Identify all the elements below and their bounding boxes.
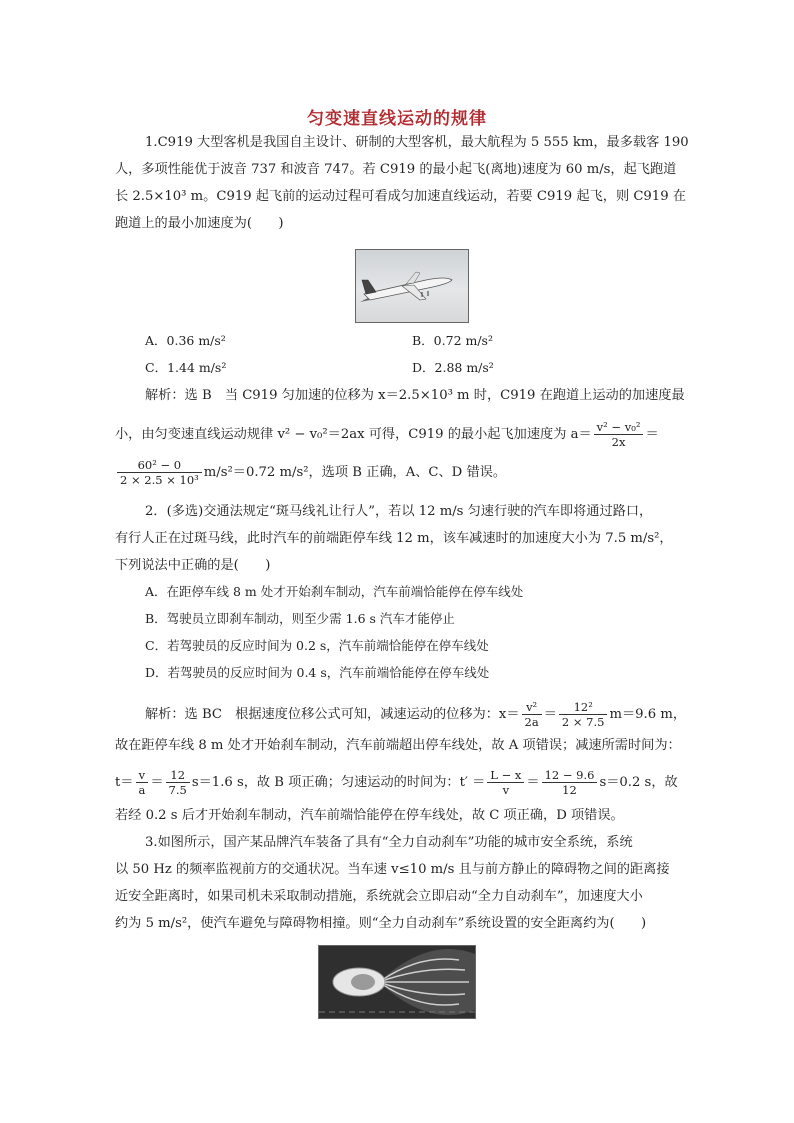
q1-fraction-a-num: v² − v₀² (594, 420, 644, 435)
q1-analysis-2-text: 小，由匀变速直线运动规律 v² − v₀²＝2ax 可得，C919 的最小起飞加速度为 a＝ (115, 427, 592, 442)
q2-option-d: D．若驾驶员的反应时间为 0.4 s，汽车前端恰能停在停车线处 (145, 665, 490, 680)
q2-fraction-d (166, 768, 190, 797)
q2-analysis-1-post: m＝9.6 m， (609, 707, 687, 722)
q1-analysis-3-text: m/s²＝0.72 m/s²，选项 B 正确，A、C、D 错误。 (203, 465, 507, 480)
q2-fraction-f-num: 12 − 9.6 (542, 768, 598, 783)
q2-analysis-1-eq: ＝ (543, 707, 557, 722)
q2-fraction-d-num: 12 (166, 768, 190, 783)
q2-line-1: 2．(多选)交通法规定“斑马线礼让行人”，若以 12 m/s 匀速行驶的汽车即将通过路口， (145, 504, 653, 519)
q1-line-3: 长 2.5×10³ m。C919 起飞前的运动过程可看成匀加速直线运动，若要 C919 起飞，则 C919 在 (115, 189, 686, 204)
q2-analysis-1 (145, 700, 686, 729)
page-title: 匀变速直线运动的规律 (307, 109, 487, 129)
q2-fraction-c (136, 768, 149, 797)
q1-option-b: B．0.72 m/s² (412, 333, 493, 348)
q2-analysis-3 (115, 768, 678, 797)
q2-fraction-a-den: 2a (524, 715, 539, 729)
q2-fraction-b-num: 12² (559, 700, 608, 715)
q2-line-2: 有行人正在过斑马线，此时汽车的前端距停车线 12 m，该车减速时的加速度大小为 7.5 m/s²， (115, 531, 673, 546)
q1-fraction-b-den: 2 × 2.5 × 10³ (120, 473, 199, 487)
q2-fraction-e (487, 768, 524, 797)
q2-analysis-3-mid: s＝1.6 s，故 B 项正确；匀速运动的时间为：t′ ＝ (191, 775, 486, 790)
q2-analysis-3-pre: t＝ (115, 775, 134, 790)
q2-option-a: A．在距停车线 8 m 处才开始刹车制动，汽车前端恰能停在停车线处 (145, 584, 524, 599)
q2-fraction-f (542, 768, 598, 797)
airplane-photo (355, 249, 469, 323)
airplane-icon (356, 250, 468, 322)
q1-line-1: 1.C919 大型客机是我国自主设计、研制的大型客机，最大航程为 5 555 km，最多载客 190 (145, 135, 689, 150)
q2-analysis-3-eq: ＝ (150, 775, 164, 790)
car-sensor-icon (319, 946, 475, 1018)
car-sensor-photo (318, 945, 476, 1019)
q2-fraction-e-num: L − x (487, 768, 524, 783)
q2-fraction-f-den: 12 (562, 783, 577, 797)
q2-option-c: C．若驾驶员的反应时间为 0.2 s，汽车前端恰能停在停车线处 (145, 638, 489, 653)
q2-analysis-2: 故在距停车线 8 m 处才开始刹车制动，汽车前端超出停车线处，故 A 项错误；减速所需时间为： (115, 738, 681, 753)
q2-analysis-3-eq2: ＝ (526, 775, 540, 790)
q1-fraction-a (594, 420, 644, 449)
q2-analysis-3-post: s＝0.2 s，故 (599, 775, 678, 790)
q1-fraction-b-num: 60² − 0 (117, 458, 202, 473)
q1-option-a: A．0.36 m/s² (145, 333, 226, 348)
q1-analysis-3 (115, 458, 506, 487)
q3-line-3: 近安全距离时，如果司机未采取制动措施，系统就会立即启动“全力自动刹车”，加速度大小 (115, 889, 643, 904)
q2-fraction-e-den: v (502, 783, 510, 797)
q1-analysis-2 (115, 420, 659, 449)
q1-fraction-a-den: 2x (611, 435, 626, 449)
q2-fraction-b-den: 2 × 7.5 (561, 715, 605, 729)
q2-option-b: B．驾驶员立即刹车制动，则至少需 1.6 s 汽车才能停止 (145, 611, 455, 626)
q3-line-2: 以 50 Hz 的频率监视前方的交通状况。当车速 v≤10 m/s 且与前方静止的障碍物之间的距离接 (115, 862, 670, 877)
q2-fraction-a-num: v² (522, 700, 542, 715)
q1-option-d: D．2.88 m/s² (412, 360, 494, 375)
q1-line-2: 人，多项性能优于波音 737 和波音 747。若 C919 的最小起飞(离地)速度为 60 m/s，起飞跑道 (115, 162, 677, 177)
q2-fraction-a (522, 700, 542, 729)
q1-line-4: 跑道上的最小加速度为( ) (115, 216, 284, 231)
q2-line-3: 下列说法中正确的是( ) (115, 558, 271, 573)
q1-fraction-b (117, 458, 202, 487)
q1-analysis-2-eq: ＝ (645, 427, 659, 442)
q2-analysis-1-text: 解析：选 BC 根据速度位移公式可知，减速运动的位移为：x＝ (145, 707, 520, 722)
q2-analysis-4: 若经 0.2 s 后才开始刹车制动，汽车前端恰能停在停车线处，故 C 项正确，D 项错误。 (115, 808, 624, 823)
q2-fraction-d-den: 7.5 (168, 783, 187, 797)
q3-line-4: 约为 5 m/s²，使汽车避免与障碍物相撞。则“全力自动刹车”系统设置的安全距离约为( ) (115, 916, 647, 931)
q1-option-c: C．1.44 m/s² (145, 360, 227, 375)
q2-fraction-b (559, 700, 608, 729)
q2-fraction-c-den: a (138, 783, 146, 797)
q3-line-1: 3.如图所示，国产某品牌汽车装备了具有“全力自动刹车”功能的城市安全系统，系统 (145, 835, 633, 850)
q2-fraction-c-num: v (136, 768, 149, 783)
q1-analysis-1: 解析：选 B 当 C919 匀加速的位移为 x＝2.5×10³ m 时，C919 在跑道上运动的加速度最 (145, 388, 685, 403)
